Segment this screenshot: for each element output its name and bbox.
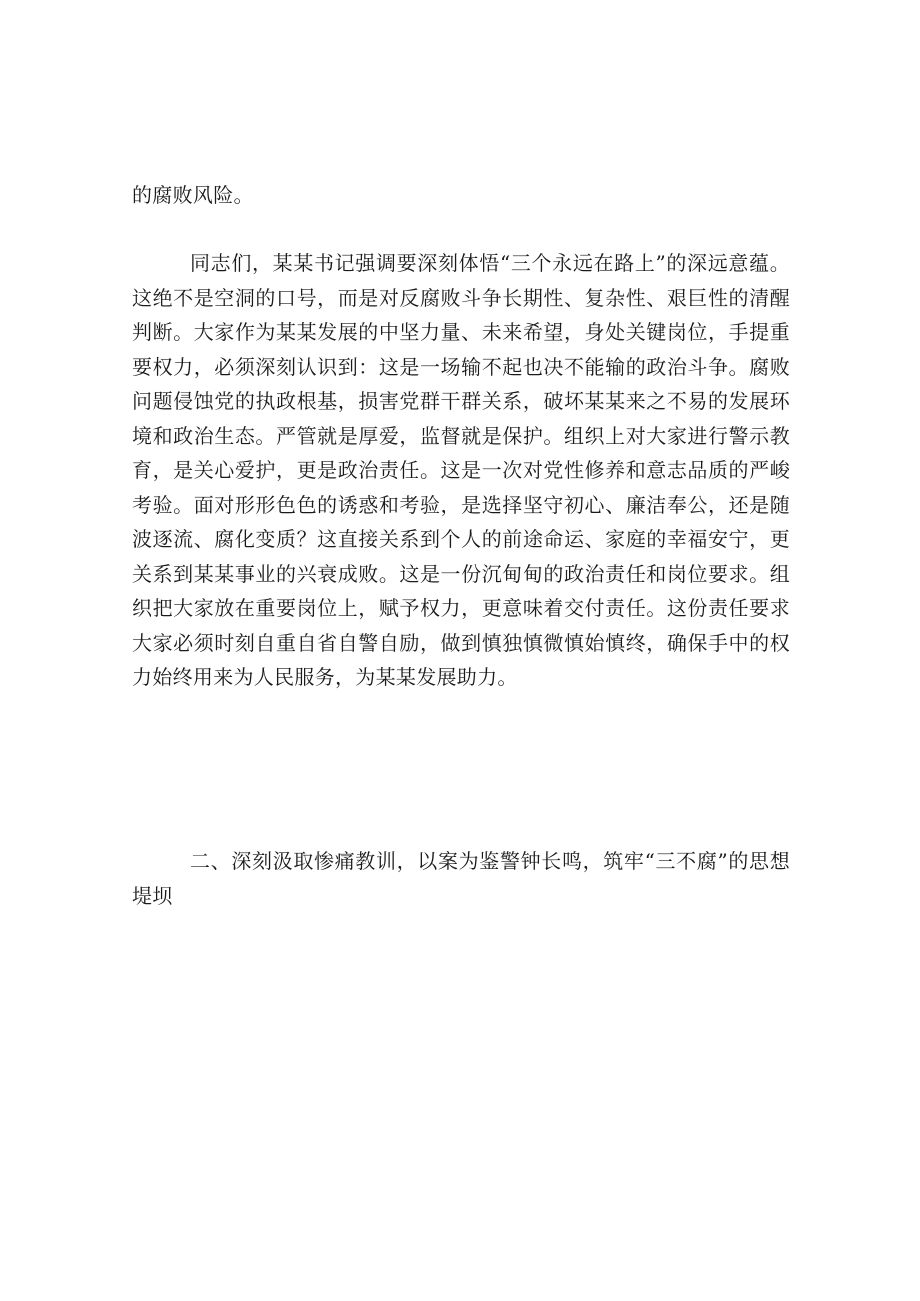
paragraph-continuation: 的腐败风险。	[132, 183, 254, 207]
paragraph-body: 同志们，某某书记强调要深刻体悟“三个永远在路上”的深远意蕴。这绝不是空洞的口号，而是对反腐败斗争长期性、复杂性、艰巨性的清醒判断。大家作为某某发展的中坚力量、未来希望，身处关键岗位，手提重要权力，必须深刻认识到：这是一场输不起也决不能输的政治斗争。腐败问题侵蚀党的执政根基，损害党群干群关系，破坏某某来之不易的发展环境和政治生态。严管就是厚爱，监督就是保护。组织上对大家进行警示教育，是关心爱护，更是政治责任。这是一次对党性修养和意志品质的严峻考验。面对形形色色的诱惑和考验，是选择坚守初心、廉洁奉公，还是随波逐流、腐化变质？这直接关系到个人的前途命运、家庭的幸福安宁，更关系到某某事业的兴衰成败。这是一份沉甸甸的政治责任和岗位要求。组织把大家放在重要岗位上，赋予权力，更意味着交付责任。这份责任要求大家必须时刻自重自省自警自励，做到慎独慎微慎始慎终，确保手中的权力始终用来为人民服务，为某某发展助力。	[132, 251, 790, 689]
section-heading: 二、深刻汲取惨痛教训，以案为鉴警钟长鸣，筑牢“三不腐”的思想堤坝	[132, 849, 790, 908]
